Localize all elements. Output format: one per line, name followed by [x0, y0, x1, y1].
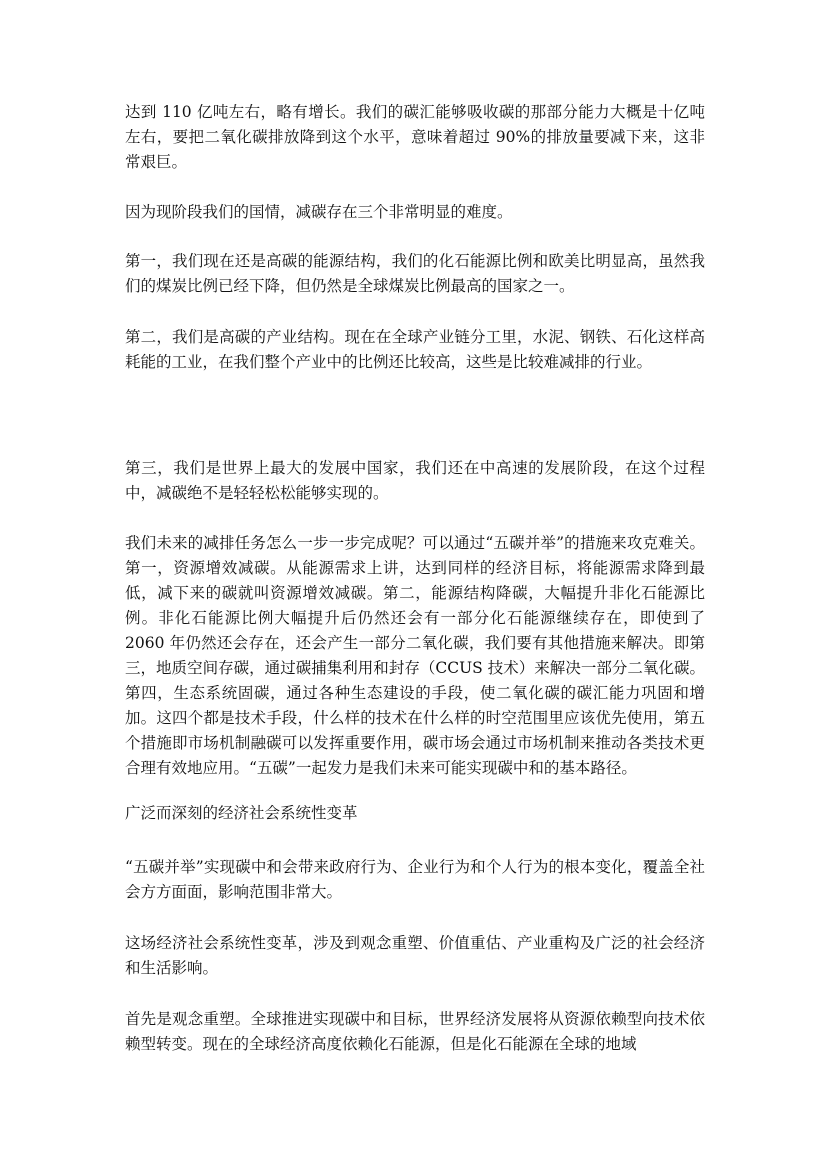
paragraph-national-difficulty: 因为现阶段我们的国情，减碳存在三个非常明显的难度。: [125, 203, 513, 221]
paragraph-second-industry-structure: 第二，我们是高碳的产业结构。现在在全球产业链分工里，水泥、钢铁、石化这样高耗能的工业，在我们整个产业中的比例还比较高，这些是比较难减排的行业。: [125, 328, 705, 371]
paragraph-third-development-stage: 第三，我们是世界上最大的发展中国家，我们还在中高速的发展阶段，在这个过程中，减碳绝不是轻轻松松能够实现的。: [125, 459, 705, 502]
section-heading-systemic-change: 广泛而深刻的经济社会系统性变革: [125, 804, 358, 822]
paragraph-systemic-reform: 这场经济社会系统性变革，涉及到观念重塑、价值重估、产业重构及广泛的社会经济和生活影响。: [125, 934, 705, 977]
paragraph-concept-reshaping: 首先是观念重塑。全球推进实现碳中和目标，世界经济发展将从资源依赖型向技术依赖型转变。现在的全球经济高度依赖化石能源，但是化石能源在全球的地域: [125, 1010, 705, 1053]
paragraph-first-energy-structure: 第一，我们现在还是高碳的能源结构，我们的化石能源比例和欧美比明显高，虽然我们的煤炭比例已经下降，但仍然是全球煤炭比例最高的国家之一。: [125, 252, 705, 295]
paragraph-five-carbon-measures: 我们未来的减排任务怎么一步一步完成呢？可以通过“五碳并举”的措施来攻克难关。第一，资源增效减碳。从能源需求上讲，达到同样的经济目标，将能源需求降到最低，减下来的碳就叫资源增效减碳。第二，能源结构降碳，大幅提升非化石能源比例。非化石能源比例大幅提升后仍然还会有一部分化石能源继续存在，即使到了 2060 年仍然还会存在，还会产生一部分二氧化碳，我们要有其他措施来解决。即第三，地质空间存碳，通过碳捕集利用和封存（CCUS 技术）来解决一部分二氧化碳。第四，生态系统固碳，通过各种生态建设的手段，使二氧化碳的碳汇能力巩固和增加。这四个都是技术手段，什么样的技术在什么样的时空范围里应该优先使用，第五个措施即市场机制融碳可以发挥重要作用，碳市场会通过市场机制来推动各类技术更合理有效地应用。“五碳”一起发力是我们未来可能实现碳中和的基本路径。: [125, 534, 705, 777]
paragraph-carbon-sink: 达到 110 亿吨左右，略有增长。我们的碳汇能够吸收碳的那部分能力大概是十亿吨左右，要把二氧化碳排放降到这个水平，意味着超过 90%的排放量要减下来，这非常艰巨。: [125, 103, 705, 171]
paragraph-fundamental-change: “五碳并举”实现碳中和会带来政府行为、企业行为和个人行为的根本变化，覆盖全社会方方面面，影响范围非常大。: [125, 858, 705, 901]
